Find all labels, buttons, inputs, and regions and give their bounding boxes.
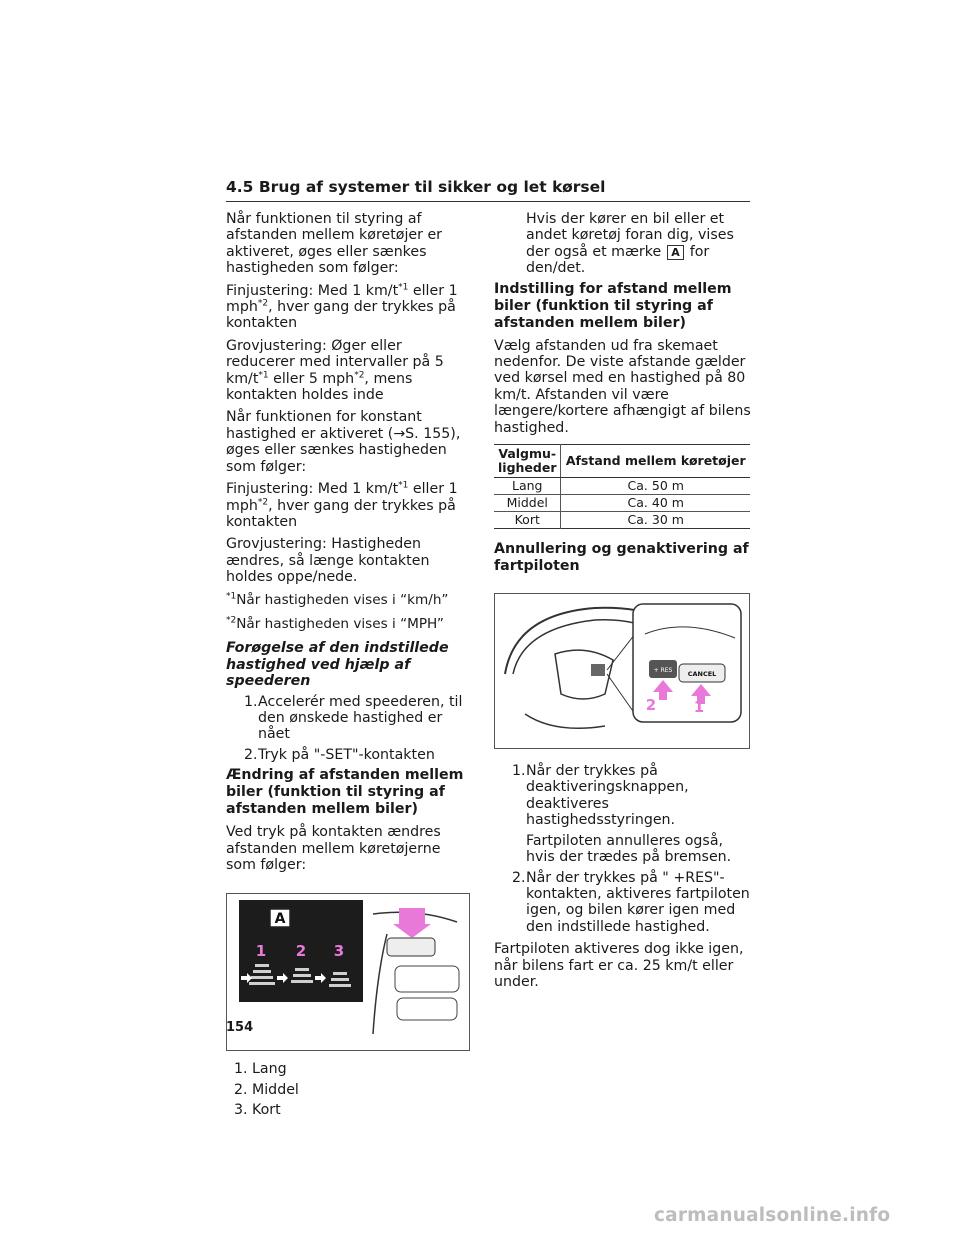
subheading-cancel: Annullering og genaktivering af fartpiloten — [494, 541, 749, 575]
footnote-ref: *1 — [398, 281, 409, 292]
paragraph: Fartpiloten annulleres også, hvis der trædes på bremsen. — [526, 832, 732, 866]
list-item — [226, 747, 470, 763]
paragraph — [226, 481, 470, 530]
footnote-text: Når hastigheden vises i “MPH” — [236, 615, 444, 632]
switch-thumb — [591, 664, 605, 676]
distance-illustration — [227, 894, 469, 1050]
footnote-ref: *2 — [354, 369, 365, 380]
subheading-speed: Forøgelse af den indstillede hastighed ved hjælp af speederen — [226, 640, 449, 690]
table-row — [494, 512, 750, 529]
step-text: Tryk på "-SET"-kontakten — [258, 746, 435, 763]
res-label: + RES — [653, 667, 673, 675]
step-number: 1. — [244, 693, 258, 710]
steering-illustration — [495, 594, 749, 748]
watermark: carmanualsonline.info — [654, 1205, 891, 1226]
pointer-arrow — [393, 924, 431, 938]
distance-table — [494, 444, 750, 529]
list-number: 3. — [234, 1102, 248, 1119]
paragraph: Ved tryk på kontakten ændres afstanden mellem køretøjerne som følger: — [226, 824, 441, 873]
label-a: A — [274, 911, 286, 928]
text: , hver gang der trykkes på kontakten — [226, 299, 456, 332]
pointer-arrow — [399, 908, 425, 924]
table-cell: Kort — [494, 512, 561, 529]
distance-list — [226, 1061, 470, 1118]
distance-switch — [387, 938, 435, 956]
subheading-distance: Ændring af afstanden mellem biler (funktion til styring af afstanden mellem biler) — [226, 767, 464, 818]
table-cell: Lang — [494, 478, 561, 495]
list-item — [494, 870, 752, 936]
marker-1: 1 — [693, 698, 705, 717]
step-number: 2. — [244, 746, 258, 763]
footnote-mark: *2 — [226, 615, 237, 626]
list-text: Middel — [252, 1081, 299, 1098]
marker-2: 2 — [645, 696, 657, 715]
list-item — [494, 763, 752, 829]
table-header: Afstand mellem køretøjer — [561, 445, 750, 478]
list-text: Kort — [252, 1102, 281, 1119]
text: eller 1 mph — [226, 481, 458, 514]
list-item — [226, 1082, 470, 1098]
text: Hvis der kører en bil eller et andet køretøj foran dig, vises der også et mærke — [526, 211, 734, 260]
wheel-outline — [373, 934, 387, 1034]
table-cell: Ca. 40 m — [561, 495, 750, 512]
footnote-text: Når hastigheden vises i “km/h” — [236, 591, 449, 608]
text: , hver gang der trykkes på kontakten — [226, 497, 456, 530]
footnote-ref: *1 — [258, 369, 269, 380]
distance-figure — [226, 893, 470, 1051]
footnote-ref: *2 — [257, 298, 269, 309]
table-row — [494, 495, 750, 512]
list-item — [226, 694, 470, 743]
cancel-steps — [494, 763, 752, 935]
marker-3: 3 — [333, 942, 345, 961]
wheel-outline — [525, 714, 605, 728]
marker-2: 2 — [295, 942, 307, 961]
text: eller 1 mph — [226, 282, 458, 316]
footnote-2 — [226, 616, 470, 632]
step-number: 2. — [512, 869, 526, 886]
list-item — [226, 1061, 470, 1077]
table-row — [494, 478, 750, 495]
callout-line — [607, 634, 635, 670]
steering-figure — [494, 593, 750, 749]
paragraph — [226, 338, 470, 404]
text: Finjustering: Med 1 km/t — [226, 481, 399, 498]
footnote-ref: *1 — [398, 480, 409, 491]
cancel-label: CANCEL — [687, 670, 717, 679]
step-number: 1. — [512, 763, 526, 780]
list-number: 1. — [234, 1061, 248, 1078]
paragraph: Vælg afstanden ud fra skemaet nedenfor. De viste afstande gælder ved kørsel med en hastighed på 80 km/t. Afstanden vil være længere/kortere afhængigt af bilens hastighed. — [494, 337, 751, 436]
paragraph: Når funktionen til styring af afstanden mellem køretøjer er aktiveret, øges eller sænkes hastigheden som følger: — [226, 211, 443, 277]
table-cell: Middel — [494, 495, 561, 512]
text: eller 5 mph — [268, 370, 355, 387]
left-column — [226, 211, 470, 1123]
table-cell: Ca. 50 m — [561, 478, 750, 495]
footnote-mark: *1 — [226, 591, 237, 601]
paragraph: Grovjustering: Hastigheden ændres, så længe kontakten holdes oppe/nede. — [226, 536, 430, 586]
table-header-row — [494, 445, 750, 478]
step-text: Accelerér med speederen, til den ønskede hastighed er nået — [258, 693, 463, 743]
paragraph — [494, 211, 752, 277]
label-a-box: A — [667, 245, 684, 260]
section-heading: 4.5 Brug af systemer til sikker og let kørsel — [226, 178, 750, 202]
marker-1: 1 — [255, 942, 267, 961]
callout-line — [607, 674, 635, 714]
text: Finjustering: Med 1 km/t — [226, 282, 399, 299]
text: Grovjustering: Øger eller reducerer med intervaller på 5 km/t — [226, 337, 444, 387]
paragraph: Når funktionen for konstant hastighed er aktiveret (→S. 155), øges eller sænkes hastigheden som følger: — [226, 409, 461, 475]
text: for den/det. — [526, 243, 710, 277]
page-number: 154 — [226, 1020, 254, 1035]
subheading-setting: Indstilling for afstand mellem biler (funktion til styring af afstanden mellem biler) — [494, 280, 732, 331]
table-header: Valgmu- ligheder — [494, 445, 561, 478]
step-text: Når der trykkes på " +RES"-kontakten, aktiveres fartpiloten igen, og bilen kører igen med den indstillede hastighed. — [526, 869, 750, 935]
right-column — [494, 211, 752, 996]
list-number: 2. — [234, 1081, 248, 1098]
list-text: Lang — [252, 1061, 287, 1078]
text: , mens kontakten holdes inde — [226, 370, 413, 404]
switch-panel — [395, 966, 459, 992]
footnote-ref: *2 — [257, 496, 269, 507]
footnote-1 — [226, 592, 470, 608]
step-text: Når der trykkes på deaktiveringsknappen, deaktiveres hastighedsstyringen. — [526, 763, 689, 829]
switch-panel — [397, 998, 457, 1020]
list-item — [226, 1102, 470, 1118]
table-cell: Ca. 30 m — [561, 512, 750, 529]
paragraph — [226, 283, 470, 332]
paragraph: Fartpiloten aktiveres dog ikke igen, når bilens fart er ca. 25 km/t eller under. — [494, 941, 744, 990]
